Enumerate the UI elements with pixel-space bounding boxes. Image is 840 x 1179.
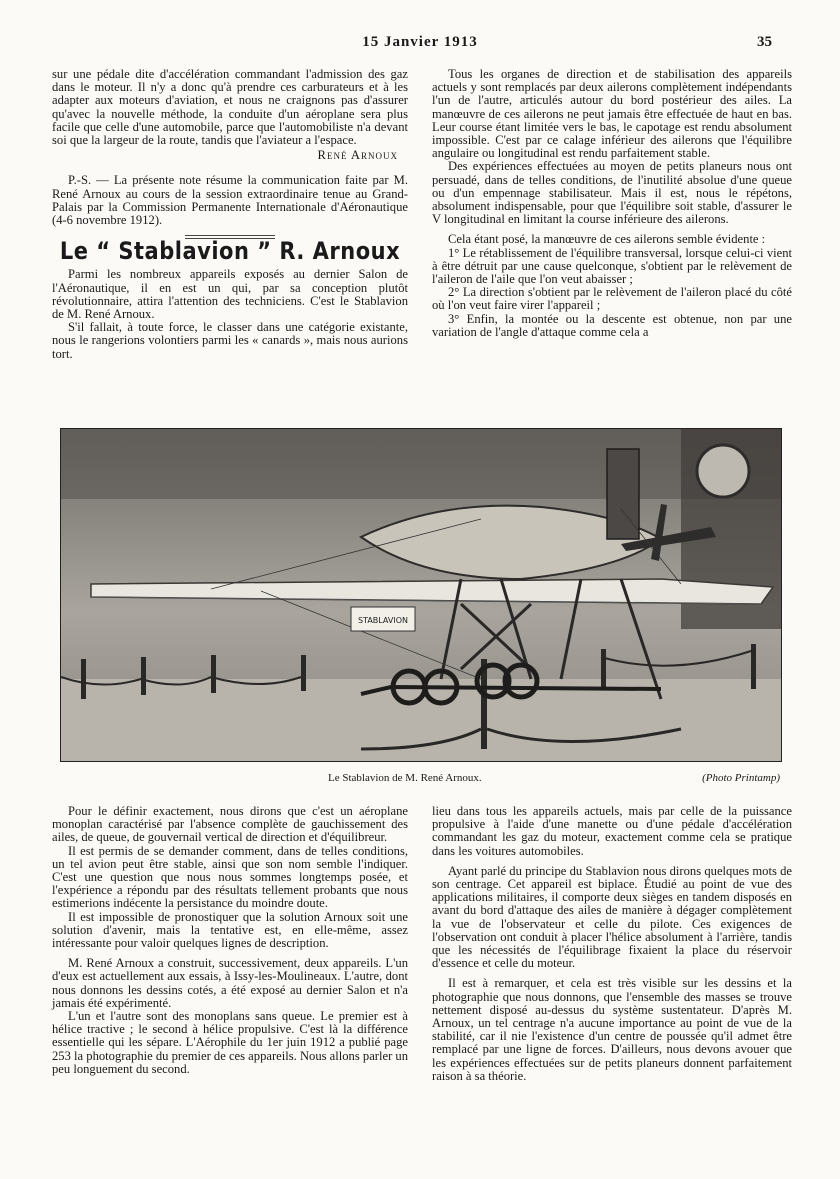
paragraph: M. René Arnoux a construit, successivement, deux appareils. L'un d'eux est actuellement aux essais, à Issy-les-Moulineaux. L'autre, dont nous donnons les dessins cotés, a été exposé au dernier Salon et n'a jamais été expérimenté. [52,956,408,1010]
left-column-top [52,68,408,361]
paragraph: Il est à remarquer, et cela est très visible sur les dessins et la photographie que nous donnons, que l'ensemble des masses se trouve nettement disposé au-dessus du système sustentateur. D'après M. Arnoux, un tel centrage n'a aucune importance au point de vue de la stabilité, car il nie l'existence d'un centre de poussée qu'il admet être remplacé par une ligne de forces. D'ailleurs, nous devons avouer que les expériences effectuées sur de petits planeurs donnent parfaitement raison à sa théorie. [432,976,792,1083]
paragraph: sur une pédale dite d'accélération commandant l'admission des gaz dans le moteur. Il n'y a donc qu'à prendre ces carburateurs et à les adapter aux moteurs d'aviation, et nous ne craignons pas d'assurer qu'avec la nouvelle méthode, la conduite d'un aéroplane sera plus facile que celle d'une automobile, parce que l'automobiliste n'a devant soi que la largeur de la route, tandis que l'aviateur a l'espace. [52,67,408,148]
paragraph: Parmi les nombreux appareils exposés au dernier Salon de l'Aéronautique, il en est un qui, par sa conception plutôt révolutionnaire, attira l'attention des techniciens. C'est le Stablavion de M. René Arnoux. [52,267,408,322]
paragraph: Ayant parlé du principe du Stablavion nous dirons quelques mots de son centrage. Cet appareil est biplace. Étudié au point de vue des applications militaires, il comporte deux sièges en tandem disposés en avant du bord d'attaque des ailes de manière à dégager complètement la vue de l'observateur et celle du pilote. Ces exigences de l'observation ont conduit à placer l'hélice absolument à l'arrière, tandis que les nécessités de l'équilibrage fixaient la place du réservoir d'essence et celle du moteur. [432,863,792,971]
paragraph: Des expériences effectuées au moyen de petits planeurs nous ont persuadé, dans de telles conditions, de l'inutilité absolue d'une queue ou d'un empennage stabilisateur. Mais il est, nous le répétons, absolument indispensable, pour que l'équilibre soit stable, d'assurer le V longitudinal en limitant la course inférieure des ailerons. [432,159,792,227]
photo-credit: (Photo Printamp) [702,772,780,784]
paragraph: Tous les organes de direction et de stabilisation des appareils actuels y sont remplacés par deux ailerons complètement indépendants l'un de l'autre, articulés autour du bord postérieur des ailes. La manœuvre de ces ailerons ne peut jamais être effectuée de haut en bas. Leur course étant limitée vers le bas, le capotage est rendu absolument impossible. C'est par ce calage inférieur des ailerons que l'équilibre angulaire ou longitudinal est rendu parfaitement stable. [432,67,792,161]
paragraph: Cela étant posé, la manœuvre de ces ailerons semble évidente : [448,232,766,247]
paragraph: S'il fallait, à toute force, le classer dans une catégorie existante, nous le rangerions volontiers parmi les « canards », mais nous aurions tort. [52,320,408,361]
author-signature: René Arnoux [317,148,398,163]
paragraph: Pour le définir exactement, nous dirons que c'est un aéroplane monoplan caractérisé par l'absence complète de gauchissement des ailes, de queue, de gouvernail vertical de direction et d'équilibreur. [52,804,408,845]
right-column-bottom [432,805,792,1083]
right-column-top [432,68,792,339]
aircraft-photograph [60,428,782,762]
paragraph: lieu dans tous les appareils actuels, mais par celle de la puissance propulsive à l'aide d'une manette ou d'une pédale d'accélération commandant les gaz du moteur, exactement comme cela se pratique dans les voitures automobiles. [432,804,792,858]
postscript-paragraph: P.-S. — La présente note résume la communication faite par M. René Arnoux au cours de la session extraordinaire tenue au Grand-Palais par la Commission Permanente Internationale d'Aéronautique (4-6 novembre 1912). [52,173,408,228]
list-item: 2° La direction s'obtient par le relèvement de l'aileron placé du côté où l'on veut faire virer l'appareil ; [432,285,792,313]
article-title: Le “ Stablavion ” R. Arnoux [59,237,401,265]
list-item: 1° Le rétablissement de l'équilibre transversal, lorsque celui-ci vient à être détruit par une cause quelconque, s'obtient par le relèvement de l'aileron de l'aile que l'on veut abaisser ; [432,245,792,287]
paragraph: Il est impossible de pronostiquer que la solution Arnoux soit une solution d'avenir, mais la tentative est, en elle-même, assez intéressante pour valoir quelques lignes de description. [52,909,408,951]
paragraph: L'un et l'autre sont des monoplans sans queue. Le premier est à hélice tractive ; le second à hélice propulsive. C'est là la différence essentielle qui les sépare. L'Aérophile du 1er juin 1912 a publié page 253 la photographie du premier de ces appareils. Nous allons parler un peu longuement du second. [52,1009,409,1076]
stablavion-illustration [61,429,781,761]
page-number: 35 [757,34,772,50]
header-date: 15 Janvier 1913 [362,34,478,50]
list-item: 3° Enfin, la montée ou la descente est obtenue, non par une variation de l'angle d'attaque comme cela a [432,311,792,339]
placard-text: STABLAVION [357,616,409,625]
caption-text: Le Stablavion de M. René Arnoux. [328,772,482,784]
paragraph: Il est permis de se demander comment, dans de telles conditions, un tel avion peut être stable, ainsi que son nom semble l'indiquer. C'est une question que nous nous sommes longtemps posée, et l'expérience a répondu par des résultats tellement probants que nous estimerions indécente la persistance du moindre doute. [52,843,408,911]
left-column-bottom [52,805,408,1076]
